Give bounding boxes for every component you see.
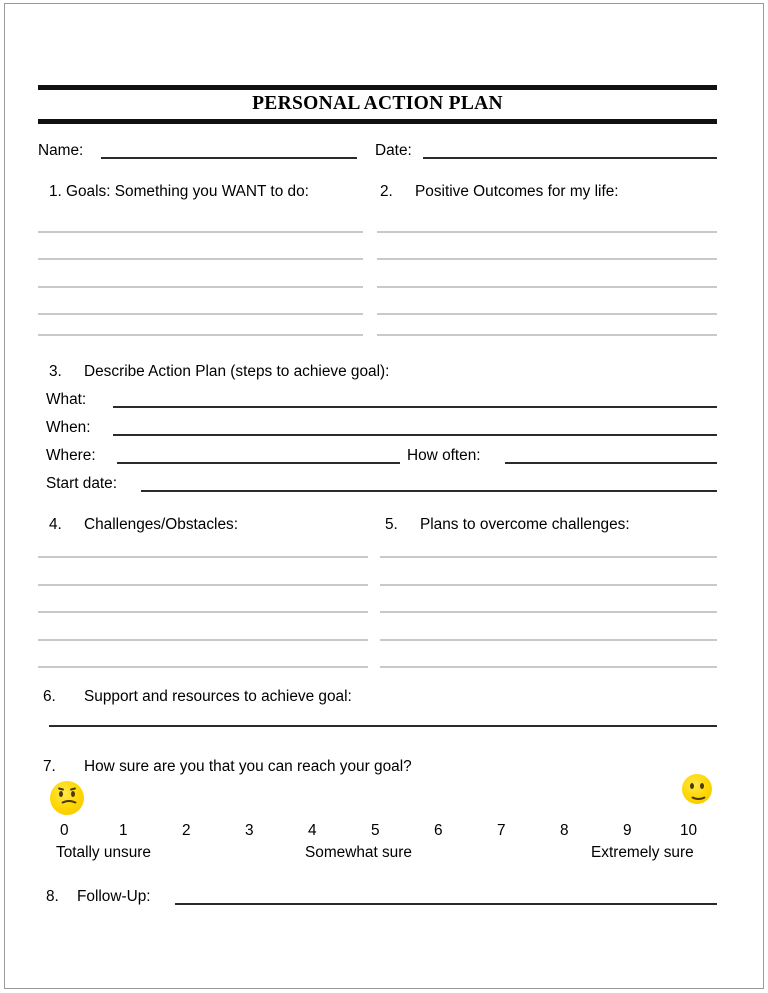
section-2-line[interactable]: [377, 286, 717, 288]
scale-tick[interactable]: 0: [60, 822, 69, 839]
where-label: Where:: [46, 447, 96, 464]
section-5-line[interactable]: [380, 611, 717, 613]
when-input[interactable]: [113, 434, 717, 436]
section-4-line[interactable]: [38, 556, 368, 558]
eye-left: [59, 791, 63, 797]
page-frame: [4, 3, 764, 989]
scale-tick[interactable]: 8: [560, 822, 569, 839]
date-input[interactable]: [423, 157, 717, 159]
scale-tick[interactable]: 7: [497, 822, 506, 839]
section-6-label: Support and resources to achieve goal:: [84, 688, 352, 705]
eye-right: [71, 791, 75, 797]
scale-tick[interactable]: 1: [119, 822, 128, 839]
section-8-number: 8.: [46, 888, 59, 905]
what-label: What:: [46, 391, 87, 408]
where-input[interactable]: [117, 462, 400, 464]
section-2-line[interactable]: [377, 231, 717, 233]
scale-tick[interactable]: 2: [182, 822, 191, 839]
scale-tick[interactable]: 9: [623, 822, 632, 839]
mouth-smile: [689, 787, 708, 800]
section-4-line[interactable]: [38, 584, 368, 586]
section-2-number: 2.: [380, 183, 393, 200]
scale-tick[interactable]: 6: [434, 822, 443, 839]
section-2-line[interactable]: [377, 313, 717, 315]
title-rule-top: [38, 85, 717, 90]
section-5-line[interactable]: [380, 639, 717, 641]
section-5-line[interactable]: [380, 556, 717, 558]
follow-up-input[interactable]: [175, 903, 717, 905]
date-label: Date:: [375, 142, 412, 159]
section-8-label: Follow-Up:: [77, 888, 151, 905]
start-date-input[interactable]: [141, 490, 717, 492]
section-5-line[interactable]: [380, 584, 717, 586]
what-input[interactable]: [113, 406, 717, 408]
section-1-line[interactable]: [38, 313, 363, 315]
section-3-label: Describe Action Plan (steps to achieve goal):: [84, 363, 390, 380]
how-often-input[interactable]: [505, 462, 717, 464]
smiling-face-icon: [682, 774, 712, 804]
section-7-number: 7.: [43, 758, 56, 775]
section-1-line[interactable]: [38, 258, 363, 260]
section-3-number: 3.: [49, 363, 62, 380]
scale-mid-label: Somewhat sure: [305, 844, 412, 861]
mouth-frown: [59, 800, 79, 813]
scale-tick[interactable]: 5: [371, 822, 380, 839]
scale-tick[interactable]: 4: [308, 822, 317, 839]
section-2-label: Positive Outcomes for my life:: [415, 183, 619, 200]
section-4-line[interactable]: [38, 639, 368, 641]
scale-tick[interactable]: 3: [245, 822, 254, 839]
section-6-input[interactable]: [49, 725, 717, 727]
when-label: When:: [46, 419, 91, 436]
name-input[interactable]: [101, 157, 357, 159]
section-2-line[interactable]: [377, 334, 717, 336]
section-4-line[interactable]: [38, 666, 368, 668]
scale-max-label: Extremely sure: [591, 844, 694, 861]
section-1-label: Goals: Something you WANT to do:: [66, 183, 309, 200]
scale-tick[interactable]: 10: [680, 822, 698, 839]
section-2-line[interactable]: [377, 258, 717, 260]
section-1-line[interactable]: [38, 231, 363, 233]
section-1-line[interactable]: [38, 286, 363, 288]
section-1-line[interactable]: [38, 334, 363, 336]
section-6-number: 6.: [43, 688, 56, 705]
title-rule-bottom: [38, 119, 717, 124]
frowning-face-icon: [50, 781, 84, 815]
start-date-label: Start date:: [46, 475, 118, 492]
section-4-label: Challenges/Obstacles:: [84, 516, 238, 533]
how-often-label: How often:: [407, 447, 481, 464]
scale-min-label: Totally unsure: [56, 844, 151, 861]
section-4-line[interactable]: [38, 611, 368, 613]
section-5-label: Plans to overcome challenges:: [420, 516, 630, 533]
section-5-line[interactable]: [380, 666, 717, 668]
name-label: Name:: [38, 142, 84, 159]
section-5-number: 5.: [385, 516, 398, 533]
worksheet-sheet: [5, 4, 765, 990]
section-1-number: 1.: [49, 183, 62, 200]
section-7-label: How sure are you that you can reach your goal?: [84, 758, 412, 775]
page-title: PERSONAL ACTION PLAN: [252, 93, 503, 114]
section-4-number: 4.: [49, 516, 62, 533]
